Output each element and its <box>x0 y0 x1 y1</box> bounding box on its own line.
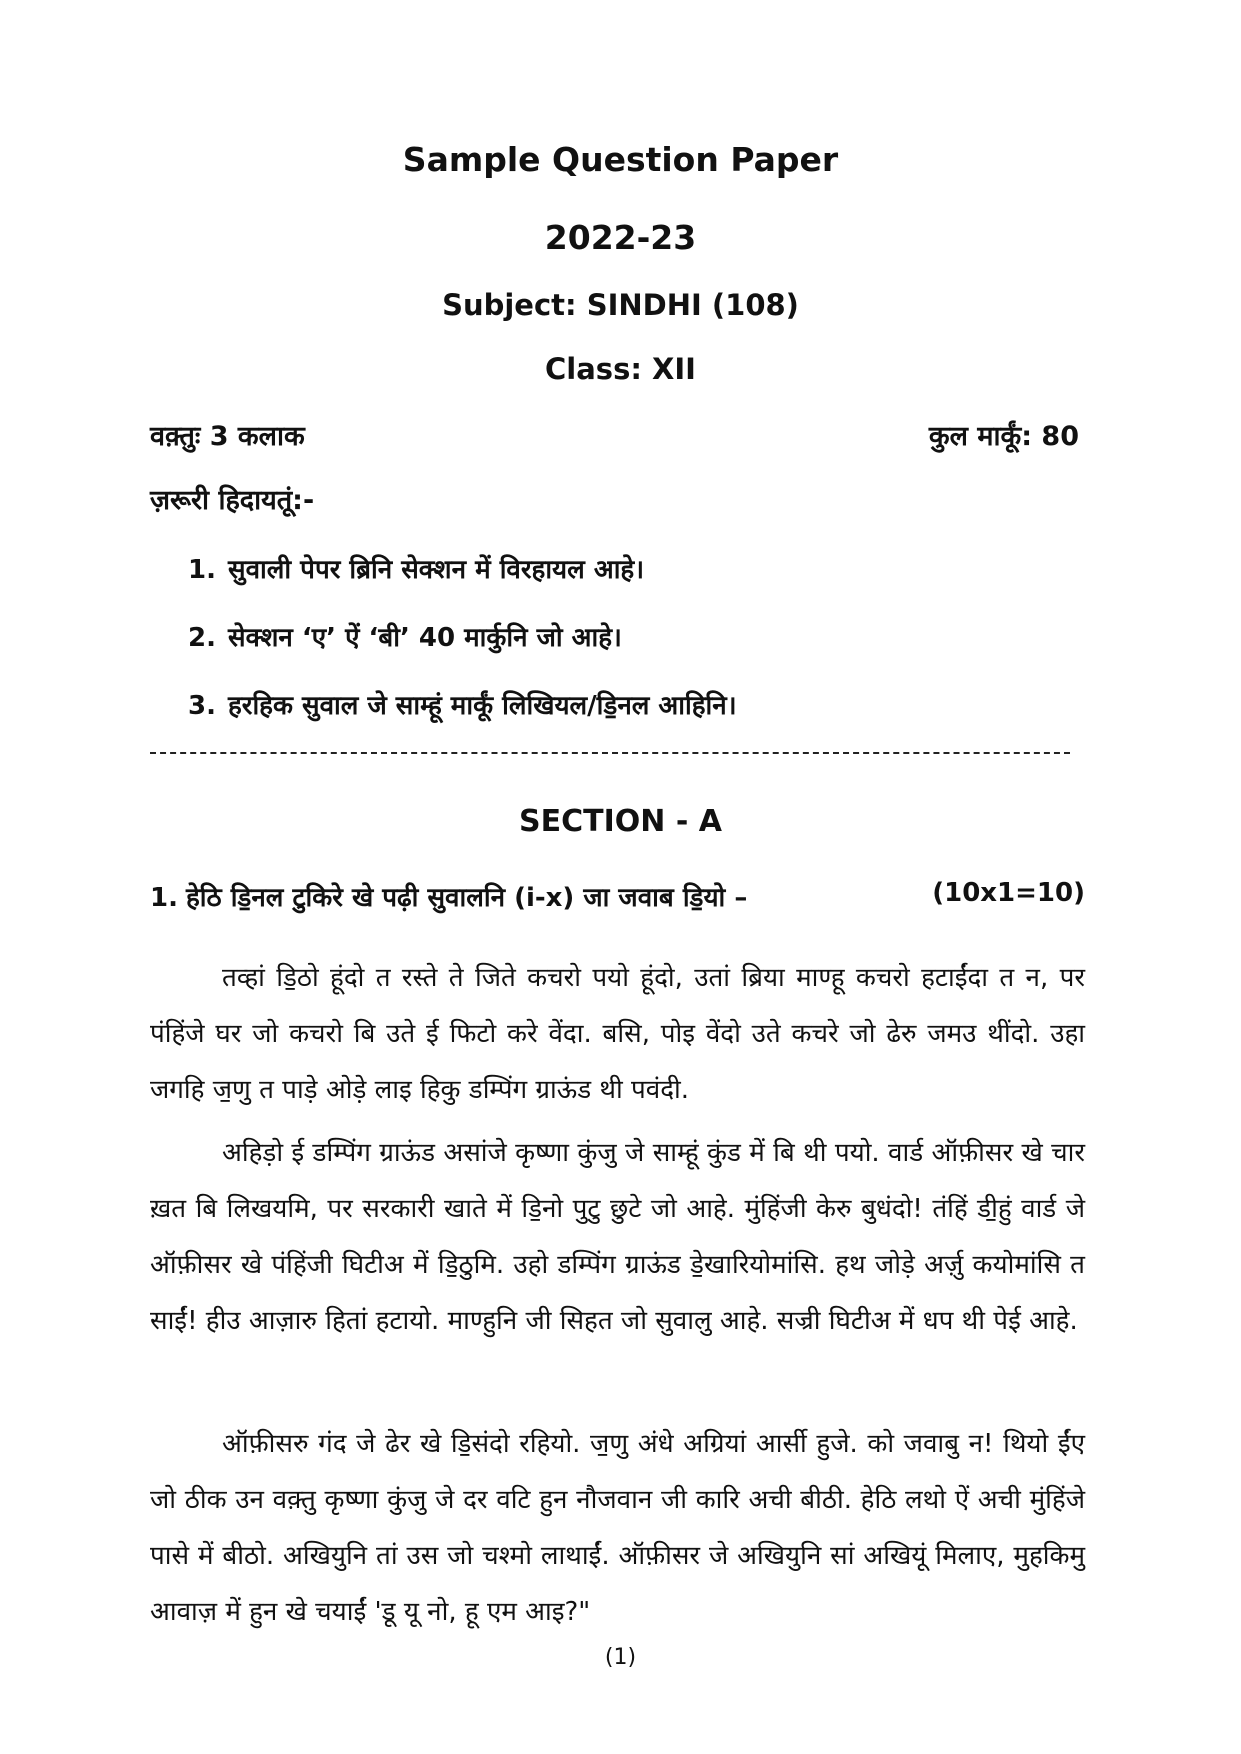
instruction-text: सुवाली पेपर ब्रिनि सेक्शन में विरहायल आहे। <box>228 555 645 585</box>
instruction-number: 2. <box>188 623 216 653</box>
question-marks: (10x1=10) <box>932 878 1085 908</box>
instructions-heading: ज़रूरी हिदायतूं:- <box>150 485 315 516</box>
paper-title: Sample Question Paper <box>402 140 839 179</box>
instruction-item <box>188 686 737 722</box>
time-allowed: वक़्तुः 3 कलाक <box>150 421 305 452</box>
passage-paragraph-2: अहिड़ो ई डम्पिंग ग्राऊंड असांजे कृष्णा कुंजु जे साम्हूं कुंड में बि थी पयो. वार्ड ऑफ़ीसर खे चार ख़त बि लिखयमि, पर सरकारी खाते में डि॒नो पुटु छुटे जो आहे. मुंहिंजी केरु बुधंदो! तंहिं डी॒हुं वार्ड जे ऑफ़ीसर खे पंहिंजी घिटीअ में डि॒ठुमि. उहो डम्पिंग ग्राऊंड डे॒खारियोमांसि. हथ जोड़े अर्ज़ु कयोमांसि त साईं! हीउ आज़ारु हितां हटायो. माण्हुनि जी सिहत जो सुवालु आहे. सज्री घिटीअ में धप थी पेई आहे. <box>150 1138 1085 1336</box>
total-marks: कुल मार्कूं: 80 <box>928 421 1079 452</box>
question-1 <box>150 878 1085 914</box>
section-divider <box>150 752 1070 754</box>
paper-subject: Subject: SINDHI (108) <box>442 288 799 322</box>
section-heading: SECTION - A <box>519 804 722 839</box>
instruction-text: हरहिक सुवाल जे साम्हूं मार्कूं लिखियल/डि॒नल आहिनि। <box>228 691 737 721</box>
paper-year: 2022-23 <box>544 218 697 257</box>
question-number: 1. <box>150 883 178 913</box>
passage-paragraph-1: तव्हां डि॒ठो हूंदो त रस्ते ते जिते कचरो पयो हूंदो, उतां ब्रिया माण्हू कचरो हटाईंदा त न, पर पंहिंजे घर जो कचरो बि उते ई फिटो करे वेंदा. बसि, पोइ वेंदो उते कचरे जो ढेरु जमउ थींदो. उहा जगहि ज॒णु त पाड़े ओड़े लाइ हिकु डम्पिंग ग्राऊंड थी पवंदी. <box>150 963 1085 1105</box>
page-number: (1) <box>604 1645 637 1670</box>
instruction-item <box>188 550 644 586</box>
instruction-number: 1. <box>188 555 216 585</box>
instruction-number: 3. <box>188 691 216 721</box>
instruction-text: सेक्शन ‘ए’ ऐं ‘बी’ 40 मार्कुनि जो आहे। <box>228 623 622 653</box>
paper-class: Class: XII <box>545 352 696 386</box>
passage-paragraph-3: ऑफ़ीसरु गंद जे ढेर खे डि॒संदो रहियो. ज॒णु अंधे अग्रियां आर्सी हुजे. को जवाबु न! थियो ईंए जो ठीक उन वक़्तु कृष्णा कुंजु जे दर वटि हुन नौजवान जी कारि अची बीठी. हेठि लथो ऐं अची मुंहिंजे पासे में बीठो. अखियुनि तां उस जो चश्मो लाथाईं. ऑफ़ीसर जे अखियुनि सां अखियूं मिलाए, मुहकिमु आवाज़ में हुन खे चयाईं 'डू यू नो, हू एम आइ?" <box>150 1429 1085 1627</box>
instruction-item <box>188 618 622 654</box>
question-text: हेठि डि॒नल टुकिरे खे पढ़ी सुवालनि (i-x) जा जवाब डि॒यो – <box>186 883 748 913</box>
